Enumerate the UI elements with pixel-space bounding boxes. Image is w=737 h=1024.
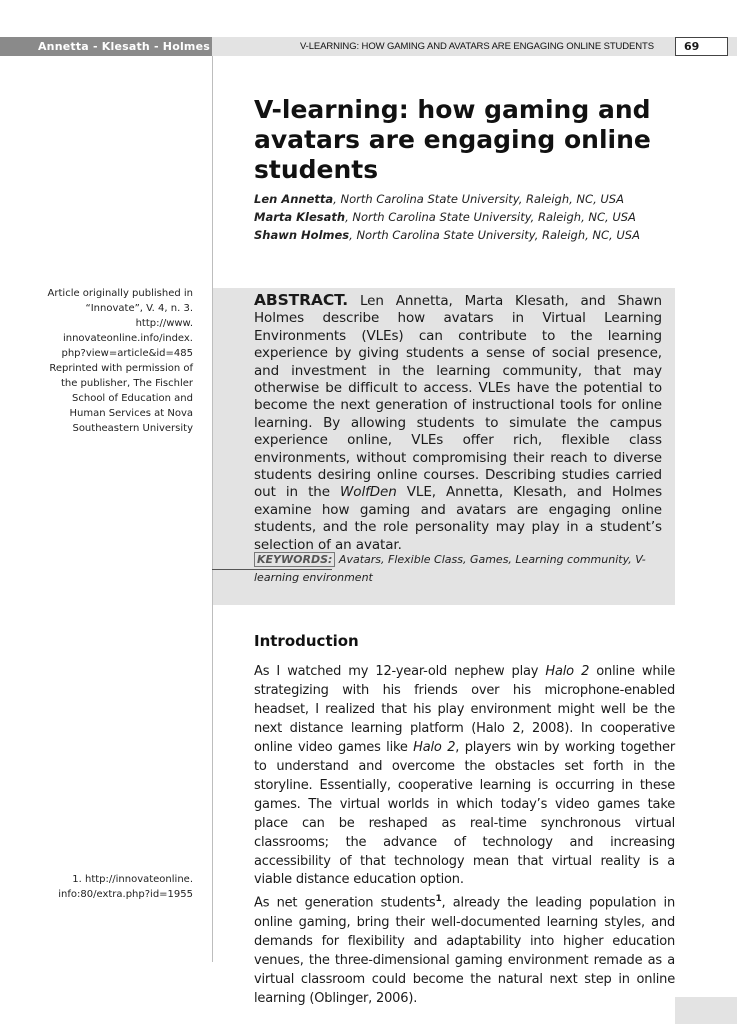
- keywords-label: KEYWORDS:: [254, 552, 335, 567]
- abstract-label: ABSTRACT.: [254, 291, 349, 309]
- text-run: As net generation students: [254, 895, 436, 911]
- author-affiliation: , North Carolina State University, Raleigh, NC, USA: [349, 228, 640, 242]
- corner-tab: [675, 997, 737, 1024]
- abstract-italic: WolfDen: [340, 484, 397, 501]
- abstract: [254, 292, 662, 554]
- paragraph: [254, 663, 675, 890]
- author-name: Shawn Holmes: [254, 228, 350, 242]
- body-text: [254, 663, 675, 1008]
- running-header: [212, 37, 737, 56]
- italic-run: Halo 2: [413, 739, 456, 755]
- abstract-text: VLE, Annetta, Klesath, and Holmes examine how gaming and avatars are engaging online students, and the role personality may play in a student’s selection of an avatar.: [254, 484, 662, 553]
- footnote: 1. http://innovateonline. info:80/extra.php?id=1955: [58, 874, 193, 900]
- author-name: Marta Klesath: [254, 210, 346, 224]
- author-affiliation: , North Carolina State University, Raleigh, NC, USA: [333, 192, 624, 206]
- running-authors: Annetta - Klesath - Holmes: [0, 37, 212, 56]
- text-run: , players win by working together to understand and overcome the obstacles set forth in the storyline. Essentially, cooperative learning is occurring in these games. The virtual worlds in which today’s video games take place can be reshaped as real-time synchronous virtual classrooms; the advance of technology and increasing accessibility of that technology mean that virtual reality is a viable distance education option.: [254, 739, 675, 888]
- running-title: V-LEARNING: HOW GAMING AND AVATARS ARE ENGAGING ONLINE STUDENTS: [299, 41, 654, 52]
- author-line: [254, 226, 724, 244]
- article-title: V-learning: how gaming and avatars are engaging online students: [254, 95, 651, 184]
- keywords-text: Avatars, Flexible Class, Games, Learning community, V-learning environment: [254, 553, 646, 584]
- author-line: [254, 208, 724, 226]
- section-heading: Introduction: [254, 632, 359, 650]
- text-run: As I watched my 12-year-old nephew play: [254, 664, 546, 679]
- abstract-text: Len Annetta, Marta Klesath, and Shawn Holmes describe how avatars in Virtual Learning Environments (VLEs) can contribute to the learning experience by giving students a sense of social presence, and investment in the learning community, that may otherwise be difficult to access. VLEs have the potential to become the next generation of instructional tools for online learning. By allowing students to simulate the campus experience online, VLEs offer rich, flexible class environments, without compromising their reach to diverse students desiring online courses. Describing studies carried out in the: [254, 293, 662, 501]
- author-affiliation: , North Carolina State University, Raleigh, NC, USA: [345, 210, 636, 224]
- page-number: 69: [675, 37, 728, 56]
- publication-sidenote: Article originally published in “Innovate”, V. 4, n. 3. http://www. innovateonline.info/index. php?view=article&id=485 Reprinted with permission of the publisher, The Fischler School of Education and Human Services at Nova Southeastern University: [47, 288, 193, 434]
- keywords: [254, 551, 666, 587]
- paragraph: [254, 890, 675, 1008]
- footnote-marker: 1: [435, 894, 442, 905]
- author-list: [254, 190, 724, 244]
- text-run: , already the leading population in online gaming, bring their well-documented learning styles, and demands for flexibility and adaptability into higher education venues, the three-dimensional gaming environment remade as a virtual classroom could become the natural next step in online learning (Oblinger, 2006).: [254, 895, 675, 1006]
- text-run: online while strategizing with his friends over his microphone-enabled headset, I realized that his play environment might well be the next distance learning platform (Halo 2, 2008). In cooperative online video games like: [254, 664, 675, 755]
- italic-run: Halo 2: [545, 664, 590, 679]
- author-name: Len Annetta: [254, 192, 334, 206]
- author-line: [254, 190, 724, 208]
